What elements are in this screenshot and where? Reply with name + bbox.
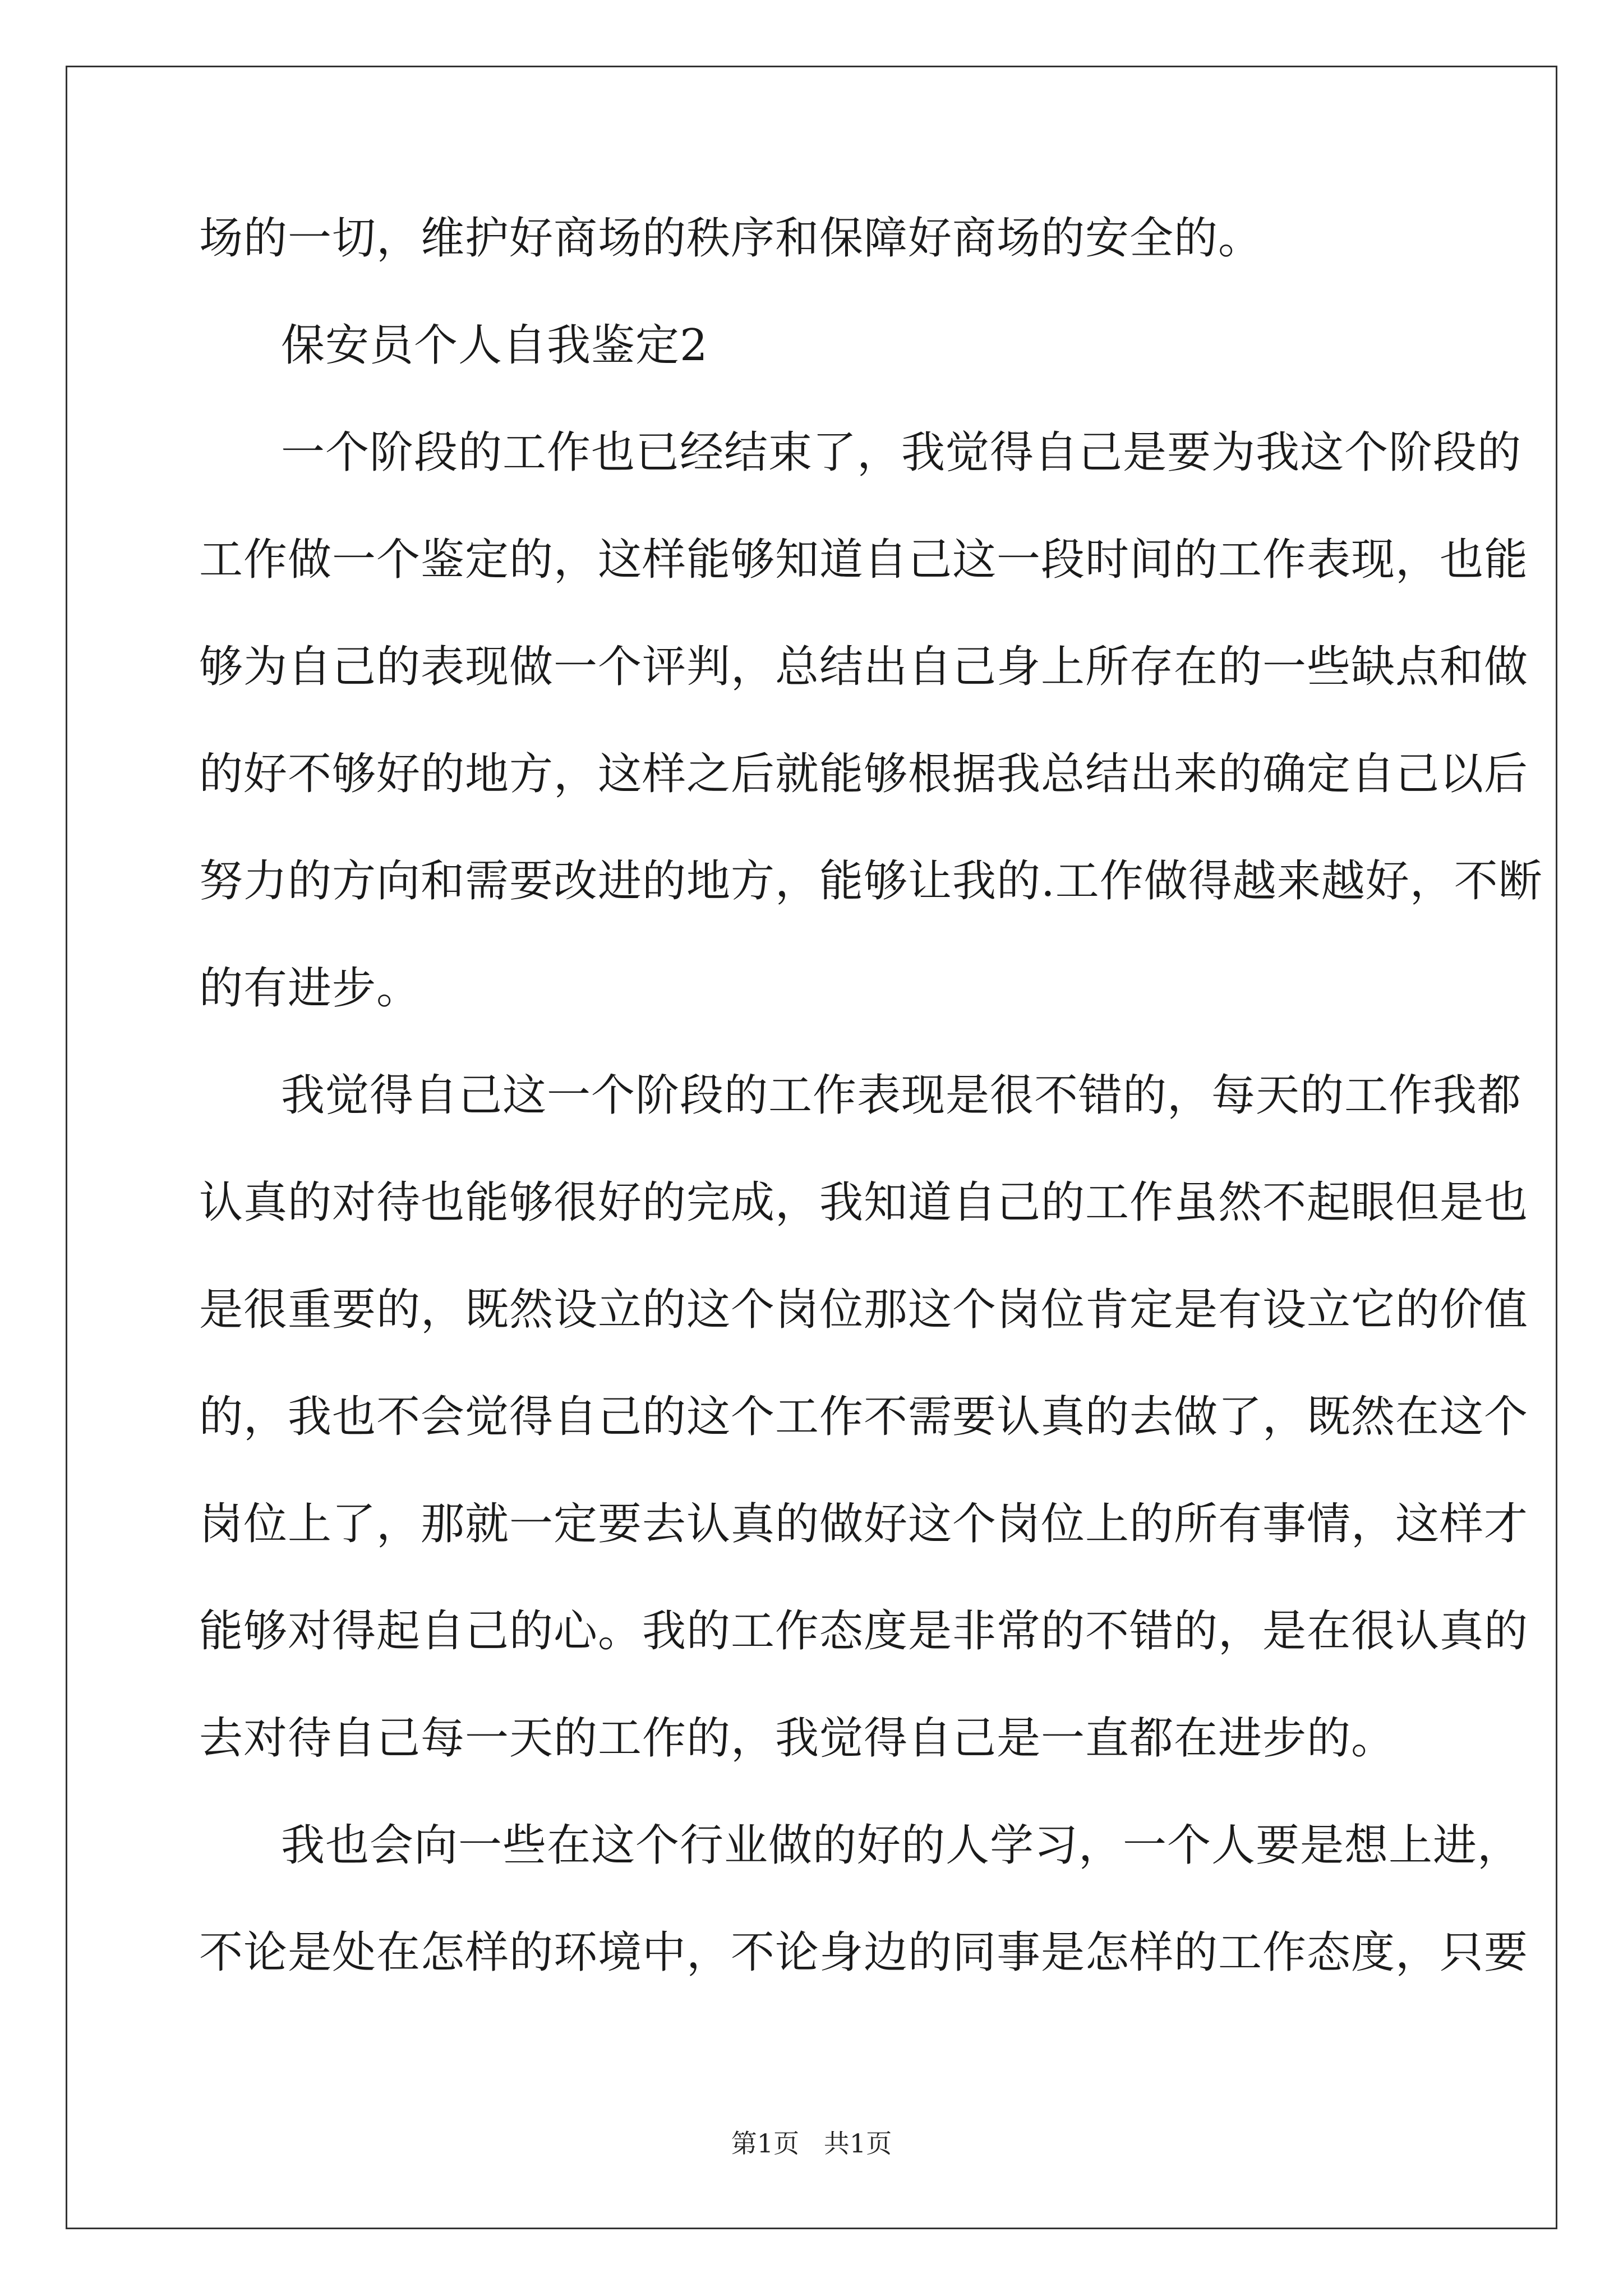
text-line: 一个阶段的工作也已经结束了，我觉得自己是要为我这个阶段的 bbox=[281, 427, 1522, 478]
text-line: 我也会向一些在这个行业做的好的人学习，一个人要是想上进， bbox=[281, 1820, 1522, 1871]
text-line: 场的一切，维护好商场的秩序和保障好商场的安全的。 bbox=[199, 213, 1263, 264]
text-line: 的有进步。 bbox=[199, 963, 421, 1014]
text-line: 我觉得自己这一个阶段的工作表现是很不错的，每天的工作我都 bbox=[281, 1070, 1522, 1121]
text-line: 不论是处在怎样的环境中，不论身边的同事是怎样的工作态度，只要 bbox=[199, 1927, 1529, 1978]
text-line: 认真的对待也能够很好的完成，我知道自己的工作虽然不起眼但是也 bbox=[199, 1177, 1529, 1228]
text-line: 保安员个人自我鉴定2 bbox=[281, 320, 708, 371]
text-line: 的好不够好的地方，这样之后就能够根据我总结出来的确定自己以后 bbox=[199, 749, 1529, 799]
text-line: 努力的方向和需要改进的地方，能够让我的.工作做得越来越好，不断 bbox=[199, 856, 1543, 907]
text-line: 的，我也不会觉得自己的这个工作不需要认真的去做了，既然在这个 bbox=[199, 1392, 1529, 1442]
document-body bbox=[199, 185, 1543, 2007]
text-line: 是很重要的，既然设立的这个岗位那这个岗位肯定是有设立它的价值 bbox=[199, 1285, 1529, 1335]
text-line: 岗位上了，那就一定要去认真的做好这个岗位上的所有事情，这样才 bbox=[199, 1499, 1529, 1549]
page-number-footer: 第1页 共1页 bbox=[731, 2128, 892, 2159]
text-line: 工作做一个鉴定的，这样能够知道自己这一段时间的工作表现，也能 bbox=[199, 535, 1529, 585]
text-line: 能够对得起自己的心。我的工作态度是非常的不错的，是在很认真的 bbox=[199, 1606, 1529, 1657]
text-line: 够为自己的表现做一个评判，总结出自己身上所存在的一些缺点和做 bbox=[199, 642, 1529, 692]
text-line: 去对待自己每一天的工作的，我觉得自己是一直都在进步的。 bbox=[199, 1713, 1396, 1764]
